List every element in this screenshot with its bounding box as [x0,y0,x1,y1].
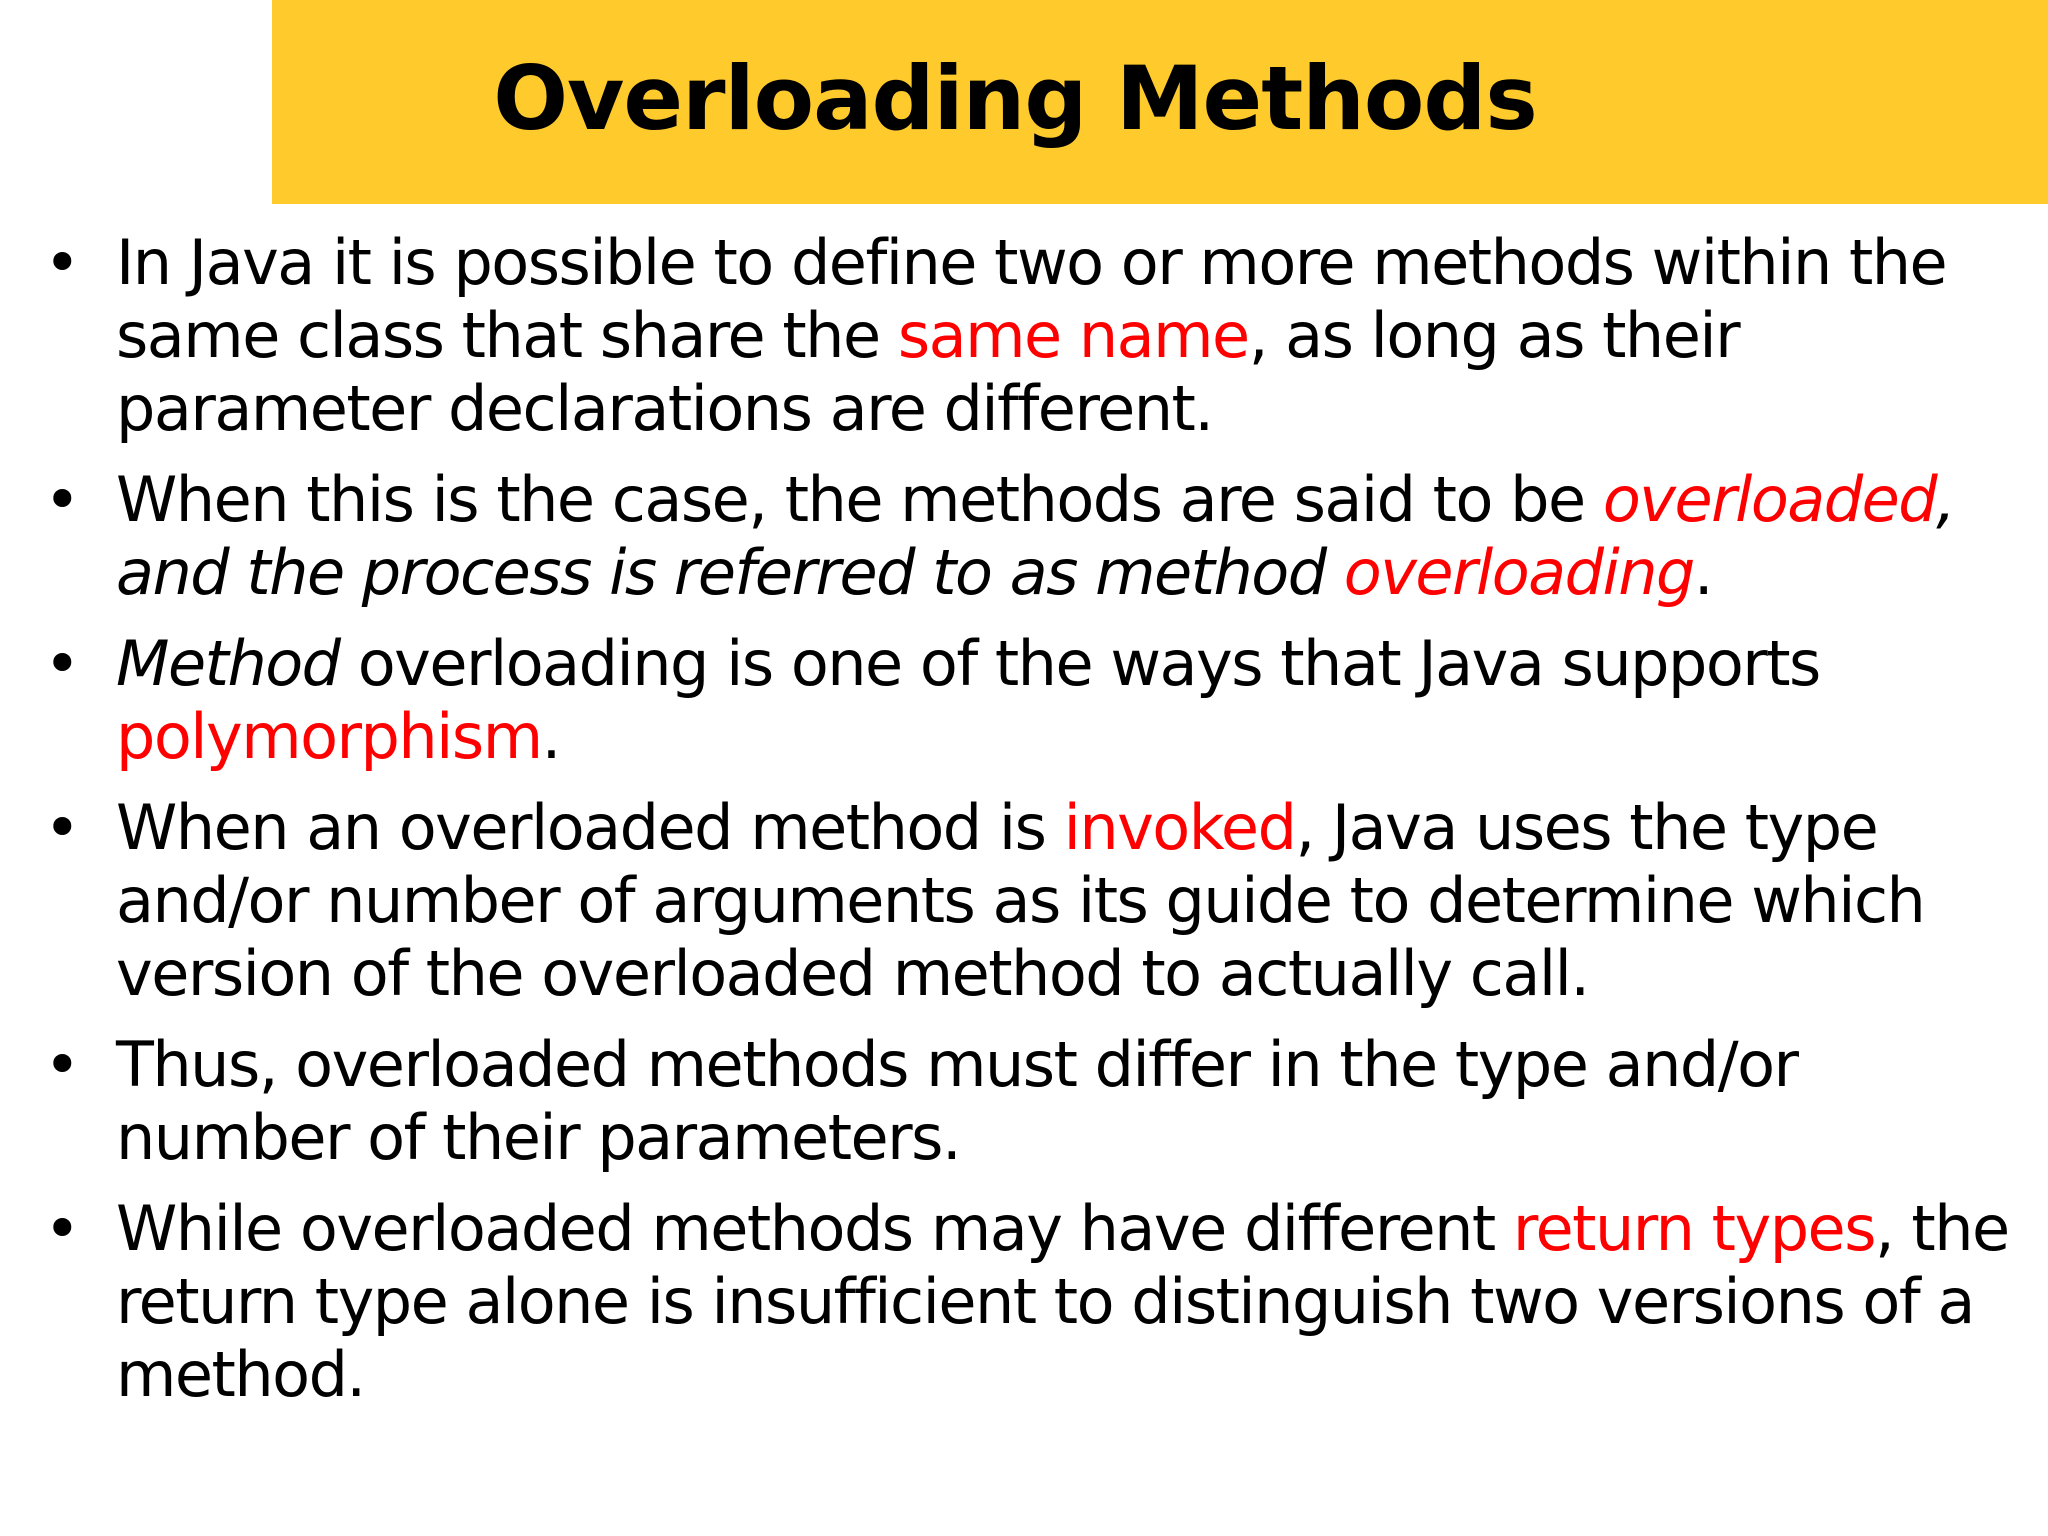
bullet-text-italic: , and the process is referred to as method [116,463,1955,609]
bullet-text: overloading is one of the ways that Java supports [339,627,1820,700]
bullet-item [30,627,2030,773]
bullet-item [30,791,2030,1010]
bullet-text: Thus, overloaded methods must differ in the type and/or number of their parameters. [116,1028,1798,1174]
highlight-term: overloading [1343,536,1694,609]
bullet-text: . [1693,536,1713,609]
bullet-dot-icon: • [44,627,80,700]
bullet-text: , as long as their parameter declarations are different. [116,299,1740,445]
bullet-text: When an overloaded method is [116,791,1064,864]
bullet-text: , Java uses the type and/or number of arguments as its guide to determine which version of the overloaded method to actually call. [116,791,1925,1010]
highlight-term: invoked [1063,791,1296,864]
bullet-item [30,1192,2030,1411]
highlight-term: return types [1512,1192,1875,1265]
highlight-term: polymorphism [116,700,542,773]
bullet-text: . [541,700,560,773]
bullet-item [30,226,2030,445]
highlight-term: overloaded [1602,463,1937,536]
bullet-item [30,1028,2030,1174]
bullet-dot-icon: • [44,463,80,536]
bullet-dot-icon: • [44,1028,80,1101]
bullet-text: While overloaded methods may have different [116,1192,1513,1265]
bullet-dot-icon: • [44,791,80,864]
bullet-text: , the return type alone is insufficient to distinguish two versions of a method. [116,1192,2009,1411]
bullet-text: When this is the case, the methods are said to be [116,463,1603,536]
bullet-item [30,463,2030,609]
bullet-text-italic: Method [116,627,340,700]
bullet-text: In Java it is possible to define two or more methods within the same class that share the [116,226,1947,372]
bullet-list [30,226,2030,1429]
bullet-dot-icon: • [44,226,80,299]
highlight-term: same name [897,299,1249,372]
bullet-dot-icon: • [44,1192,80,1265]
slide-title: Overloading Methods [493,47,1537,150]
